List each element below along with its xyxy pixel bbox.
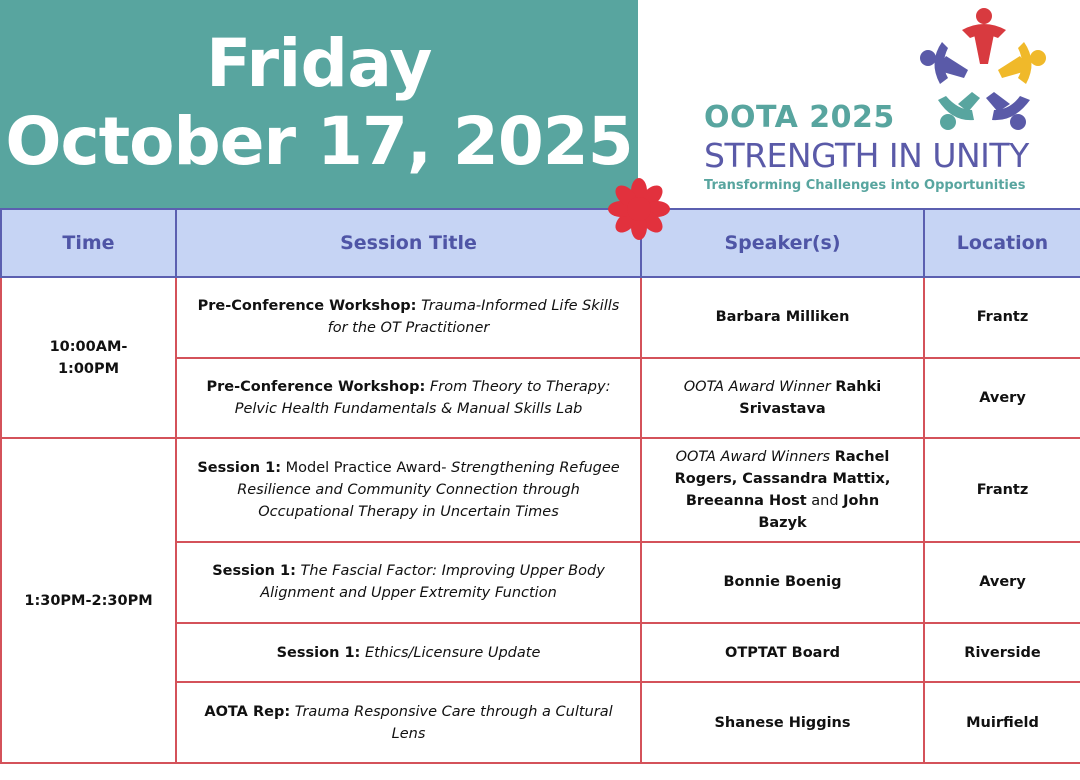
schedule-table (0, 208, 1080, 764)
location: Avery (924, 358, 1080, 439)
header-location: Location (924, 209, 1080, 277)
logo-tagline: STRENGTH IN UNITY (704, 136, 1029, 175)
speaker-name: Rahki Srivastava (739, 378, 882, 417)
speaker-award: OOTA Award Winner (683, 378, 831, 395)
session-type: Session 1: (197, 460, 282, 477)
session-title (176, 682, 641, 763)
session-title (176, 542, 641, 623)
location: Frantz (924, 438, 1080, 542)
speaker-name: Shanese Higgins (714, 714, 851, 731)
session-name: Trauma-Informed Life Skills for the OT Practitioner (327, 298, 620, 337)
speaker-name: Barbara Milliken (715, 309, 850, 326)
speaker (641, 542, 924, 623)
session-type: Session 1: (212, 563, 296, 580)
time-slot: 1:30PM-2:30PM (1, 438, 176, 763)
flower-icon (608, 178, 670, 240)
session-type: AOTA Rep: (204, 703, 291, 720)
speaker-name: Rachel Rogers, Cassandra Mattix, Breeanna Host (674, 449, 891, 510)
time-slot: 10:00AM-1:00PM (1, 277, 176, 438)
location: Frantz (924, 277, 1080, 358)
session-name: Trauma Responsive Care through a Cultural Lens (294, 703, 613, 742)
location: Riverside (924, 623, 1080, 682)
date-banner (0, 0, 638, 208)
session-name: From Theory to Therapy: Pelvic Health Fundamentals & Manual Skills Lab (234, 378, 611, 417)
session-title (176, 358, 641, 439)
speaker-name-last: John Bazyk (758, 493, 880, 532)
speaker (641, 358, 924, 439)
session-name: The Fascial Factor: Improving Upper Body Alignment and Upper Extremity Function (260, 563, 605, 602)
location: Avery (924, 542, 1080, 623)
day-heading: Friday (206, 25, 432, 102)
session-type: Pre-Conference Workshop: (206, 378, 426, 395)
unity-logo-icon (914, 4, 1052, 136)
session-award: Model Practice Award- (285, 460, 447, 477)
header-time: Time (1, 209, 176, 277)
header-speakers: Speaker(s) (641, 209, 924, 277)
date-heading: October 17, 2025 (5, 103, 633, 180)
speaker-name: OTPTAT Board (725, 644, 840, 661)
table-row (1, 277, 1080, 358)
speaker (641, 277, 924, 358)
logo-title: OOTA 2025 (704, 100, 895, 135)
table-row (1, 438, 1080, 542)
header-session-title: Session Title (176, 209, 641, 277)
session-title (176, 623, 641, 682)
session-title (176, 277, 641, 358)
session-name: Strengthening Refugee Resilience and Community Connection through Occupational Therapy in Uncertain Times (237, 460, 620, 521)
session-name: Ethics/Licensure Update (364, 644, 541, 661)
table-header-row (1, 209, 1080, 277)
logo-subtagline: Transforming Challenges into Opportunities (704, 178, 1026, 193)
session-type: Pre-Conference Workshop: (197, 298, 417, 315)
speaker-joiner: and (811, 493, 839, 510)
speaker (641, 682, 924, 763)
session-type: Session 1: (276, 644, 361, 661)
speaker (641, 438, 924, 542)
speaker-award: OOTA Award Winners (675, 449, 831, 466)
session-title (176, 438, 641, 542)
speaker-name: Bonnie Boenig (723, 574, 842, 591)
speaker (641, 623, 924, 682)
location: Muirfield (924, 682, 1080, 763)
